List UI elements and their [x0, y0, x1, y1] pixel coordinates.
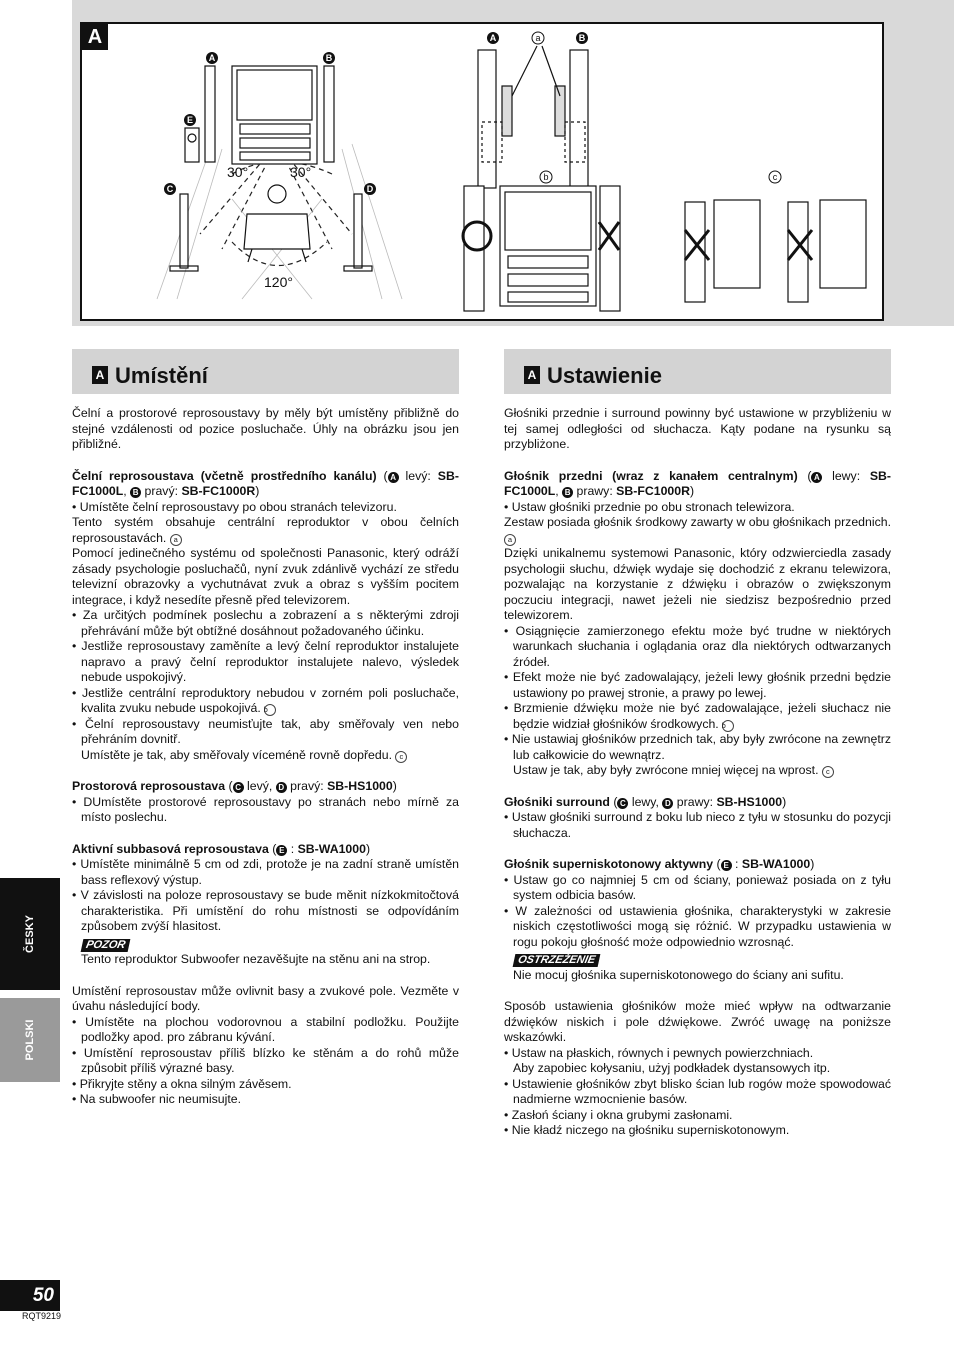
note-b-icon: b — [264, 704, 276, 716]
surround-heading: Prostorová reprosoustava ( C levý, D pravý: SB-HS1000) — [72, 779, 397, 793]
paragraph: Tento systém obsahuje centrální reproduktor v obou čelních reprosoustavách. a — [72, 515, 459, 545]
svg-text:A: A — [208, 53, 216, 63]
section-title: Ustawienie — [547, 363, 662, 388]
svg-text:c: c — [772, 172, 778, 182]
surround-heading: Głośniki surround ( C lewy, D prawy: SB-HS1000) — [504, 794, 787, 809]
paragraph: Umístění reprosoustav může ovlivnit basy a zvukové pole. Vezměte v úvahu následující body. — [72, 983, 459, 1013]
note-a-icon: a — [170, 534, 182, 546]
language-tab-czech: ČESKY — [0, 878, 60, 990]
list-item: • Na subwoofer nic neumisujte. — [72, 1092, 242, 1106]
section-marker: A — [92, 366, 108, 384]
list-item: • Jestliže centrální reproduktory nebudou v zorném poli posluchače, kvalita zvuku nebude uspokojivá. b — [72, 685, 459, 715]
angle-left-label: 30° — [227, 164, 249, 180]
svg-text:D: D — [366, 184, 374, 194]
caution-text: Tento reproduktor Subwoofer nezavěšujte na stěnu ani na strop. — [81, 952, 431, 966]
list-item: • Jestliže reprosoustavy zaměníte a levý čelní reproduktor instalujete napravo a pravý čelní reproduktor instalujete nalevo, výsledek nebude uspokojivý. — [72, 639, 459, 684]
marker-e-icon: E — [721, 860, 732, 871]
svg-text:b: b — [543, 172, 549, 182]
list-item: • Zasłoń ściany i okna grubymi zasłonami. — [504, 1107, 733, 1122]
marker-c-icon: C — [233, 782, 244, 793]
list-item: • Umístěte minimálně 5 cm od zdi, protože je na zadní straně umístěn bass reflexový výstup. — [72, 857, 459, 887]
marker-d-icon: D — [276, 782, 287, 793]
svg-text:B: B — [325, 53, 333, 63]
paragraph: Dzięki unikalnemu systemowi Panasonic, który odzwierciedla zasady psychologii słuchu, dźwięk wydaje się dochodzić z ekranu telewizora, pozwalając na korzystanie z dźwięku i obrazów o zwiększonym poczuciu integracji, nawet jeżeli nie siedzisz bezpośrednio przed telewizorem. — [504, 546, 891, 622]
list-item-continuation: Aby zapobiec kołysaniu, użyj podkładek dystansowych itp. — [513, 1061, 831, 1075]
subwoofer-heading: Głośnik superniskotonowy aktywny ( E : SB-WA1000) — [504, 857, 815, 871]
svg-text:B: B — [578, 33, 586, 43]
list-item: • Brzmienie dźwięku może nie być zadowalające, jeżeli słuchacz nie będzie widział głośników środkowych. b — [504, 701, 891, 731]
list-item: • Umístění reprosoustav příliš blízko ke stěnám a do rohů může způsobit příliš výrazné basy. — [72, 1045, 459, 1075]
caution-text: Nie mocuj głośnika superniskotonowego do ściany ani sufitu. — [513, 967, 844, 982]
list-item: • W zależności od ustawienia głośnika, charakterystyki w zakresie niskich częstotliwości mogą się różnić. W przypadku ustawienia w rogu pokoju głośność może odpowiednio wzrosnąć. — [504, 903, 891, 949]
list-item: • Ustaw na płaskich, równych i pewnych powierzchniach. — [504, 1045, 814, 1060]
speaker-diagram — [82, 24, 882, 319]
list-item: • Ustawienie głośników zbyt blisko ścian lub rogów może spowodować nadmierne wzmocnienie basów. — [504, 1076, 891, 1106]
list-item: • Umístěte na plochou vodorovnou a stabilní podložku. Použijte podložky apod. pro zábranu kývání. — [72, 1014, 459, 1044]
paragraph: Zestaw posiada głośnik środkowy zawarty w obu głośnikach przednich. a — [504, 515, 891, 544]
polish-column — [504, 406, 891, 1139]
speaker-placement-figure — [80, 22, 884, 321]
front-speaker-heading: Čelní reprosoustava (včetně prostředního kanálu) ( A levý: SB-FC1000L, B pravý: SB-FC1000R) — [72, 468, 459, 498]
note-b-icon: b — [722, 720, 734, 732]
angle-right-label: 30° — [290, 164, 312, 180]
list-item: • Čelní reprosoustavy neumisťujte tak, aby směřovaly ven nebo přehráním dovnitř. — [72, 716, 459, 746]
list-item: • V závislosti na poloze reprosoustavy se bude měnit nízkokmitočtová charakteristika. Při umístění do rohu místnosti se odpovídáním způsobem zvýší hlasitost. — [72, 888, 459, 933]
svg-text:A: A — [489, 33, 497, 43]
marker-b-icon: B — [562, 487, 573, 498]
intro-paragraph: Čelní a prostorové reprosoustavy by měly být umístěny přibližně do stejné vzdálenosti od pozice posluchače. Úhly na obrázku jsou jen přibližné. — [72, 406, 459, 451]
caution-badge: POZOR — [81, 939, 131, 952]
svg-text:C: C — [166, 184, 174, 194]
note-c-icon: c — [822, 766, 834, 778]
document-code: RQT9219 — [22, 1311, 62, 1321]
list-item: • Přikryjte stěny a okna silným závěsem. — [72, 1076, 292, 1091]
section-marker: A — [524, 366, 540, 384]
note-c-icon: c — [395, 751, 407, 763]
marker-b-icon: B — [130, 487, 141, 498]
marker-c-icon: C — [617, 798, 628, 809]
paragraph: Pomocí jedinečného systému od společnosti Panasonic, který odráží zásady psychologie posluchačů, nyní zvuk zdánlivě vychází ze středu televizní obrazovky a vychutnávat zvuk a obraz s vyšším pocitem integrace, i když nesedíte přesně před televizorem. — [72, 546, 459, 607]
caution-badge: OSTRZEŻENIE — [513, 954, 601, 967]
page-number: 50 — [0, 1280, 60, 1311]
list-item: • DUmístěte prostorové reprosoustavy po stranách nebo mírně za místo poslechu. — [72, 794, 459, 824]
list-item: • Osiągnięcie zamierzonego efektu może być trudne w niektórych warunkach słuchania i oglądania oraz dla niektórych odtwarzanych źródeł. — [504, 623, 891, 669]
list-item: • Ustaw go co najmniej 5 cm od ściany, ponieważ posiada on z tyłu system odbicia basów. — [504, 872, 891, 902]
angle-rear-label: 120° — [264, 274, 293, 290]
note-a-icon: a — [504, 534, 516, 546]
figure-label: A — [82, 24, 108, 50]
marker-d-icon: D — [662, 798, 673, 809]
svg-text:a: a — [535, 33, 541, 43]
front-speaker-heading: Głośnik przedni (wraz z kanałem centralnym) ( A lewy: SB-FC1000L, B prawy: SB-FC1000R) — [504, 468, 891, 498]
list-item: • Za určitých podmínek poslechu a zobrazení a s některými zdroji přehrávání může být obtížné dosáhnout požadovaného účinku. — [72, 608, 459, 638]
list-item: • Efekt może nie być zadowalający, jeżeli lewy głośnik przedni będzie ustawiony po prawej stronie, a prawy po lewej. — [504, 670, 891, 700]
list-item: • Ustaw głośniki surround z boku lub nieco z tyłu w stosunku do pozycji słuchacza. — [504, 810, 891, 840]
heading-czech — [72, 349, 459, 394]
list-item-continuation: Ustaw je tak, aby były zwrócone mniej więcej na wprost. c — [504, 763, 891, 779]
marker-e-icon: E — [276, 845, 287, 856]
subwoofer-heading: Aktivní subbasová reprosoustava ( E : SB-WA1000) — [72, 841, 371, 856]
section-title: Umístění — [115, 363, 208, 388]
heading-polish — [504, 349, 891, 394]
marker-a-icon: A — [811, 472, 822, 483]
list-item: • Umístěte čelní reprosoustavy po obou stranách televizoru. — [72, 499, 397, 514]
marker-a-icon: A — [388, 472, 399, 483]
list-item: • Ustaw głośniki przednie po obu stronach telewizora. — [504, 499, 795, 514]
list-item: • Nie ustawiaj głośników przednich tak, aby były zwrócone na zewnętrz lub całkowicie do wewnątrz. — [504, 732, 891, 762]
list-item-continuation: Umístěte je tak, aby směřovaly víceméně rovně dopředu. c — [72, 748, 459, 764]
intro-paragraph: Głośniki przednie i surround powinny być ustawione w przybliżeniu w tej samej odległości od słuchacza. Kąty podane na rysunku są przybliżone. — [504, 406, 891, 451]
language-tab-polish: POLSKI — [0, 998, 60, 1082]
list-item: • Nie kładź niczego na głośniku superniskotonowym. — [504, 1123, 790, 1137]
paragraph: Sposób ustawienia głośników może mieć wpływ na odtwarzanie dźwięków niskich i pole dźwiękowe. Zwróć uwagę na poniższe wskazówki. — [504, 999, 891, 1044]
czech-column — [72, 406, 459, 1108]
svg-text:E: E — [186, 115, 194, 125]
